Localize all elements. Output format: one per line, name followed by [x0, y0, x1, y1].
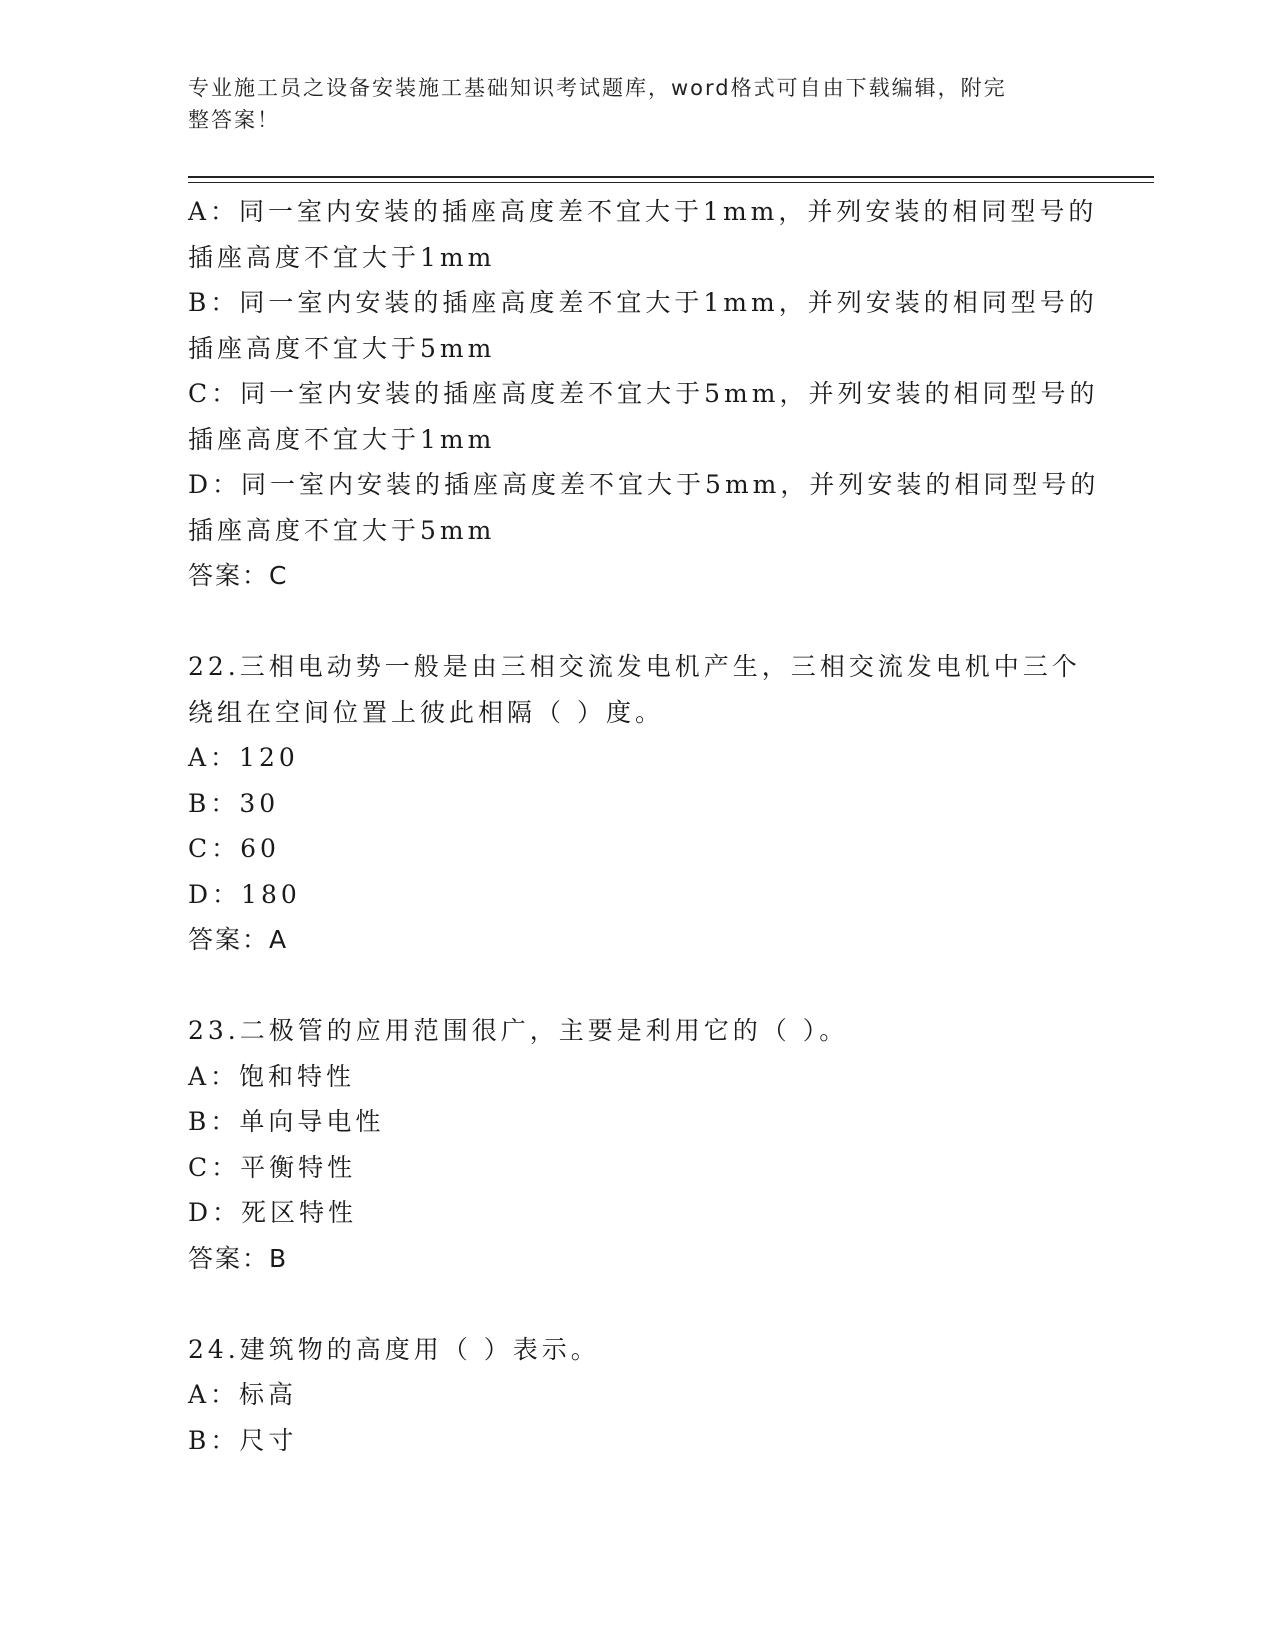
option-b: B：30: [188, 788, 280, 818]
answer-line: 答案：B: [188, 1243, 289, 1273]
header-line: 整答案！: [188, 108, 280, 132]
question-stem: 24.建筑物的高度用（ ）表示。: [188, 1334, 600, 1364]
option-a: A：120: [188, 743, 299, 772]
question-24: [188, 1327, 1088, 1464]
option-b-cont: 插座高度不宜大于5mm: [188, 333, 496, 363]
header-line: 专业施工员之设备安装施工基础知识考试题库，word格式可自由下载编辑，附完: [188, 76, 1007, 100]
header-divider-thin: [188, 182, 1154, 183]
spacer: [188, 1281, 1088, 1327]
option-d: D：死区特性: [188, 1198, 358, 1227]
spacer: [188, 963, 1088, 1009]
option-c: C：60: [188, 834, 280, 863]
option-c: C：平衡特性: [188, 1152, 357, 1182]
question-list: [188, 189, 1100, 1463]
option-a-cont: 插座高度不宜大于1mm: [188, 242, 496, 272]
option-c-cont: 插座高度不宜大于1mm: [188, 424, 496, 454]
option-b: B：尺寸: [188, 1425, 298, 1455]
option-d-cont: 插座高度不宜大于5mm: [188, 515, 496, 545]
option-a: A：饱和特性: [188, 1061, 356, 1091]
option-b: B：同一室内安装的插座高度差不宜大于1mm，并列安装的相同型号的: [188, 288, 1098, 317]
option-a: A：同一室内安装的插座高度差不宜大于1mm，并列安装的相同型号的: [188, 197, 1098, 226]
answer-line: 答案：C: [188, 561, 289, 590]
spacer: [188, 599, 1088, 645]
option-d: D：同一室内安装的插座高度差不宜大于5mm，并列安装的相同型号的: [188, 470, 1100, 499]
document-header: [188, 72, 1068, 136]
option-a: A：标高: [188, 1380, 298, 1409]
question-22: [188, 644, 1088, 963]
option-c: C：同一室内安装的插座高度差不宜大于5mm，并列安装的相同型号的: [188, 379, 1099, 408]
question-stem: 22.三相电动势一般是由三相交流发电机产生，三相交流发电机中三个: [188, 652, 1081, 681]
question-23: [188, 1008, 1088, 1281]
answer-line: 答案：A: [188, 925, 289, 954]
question-21-continued: [188, 189, 1100, 599]
option-b: B：单向导电性: [188, 1107, 385, 1136]
question-stem-cont: 绕组在空间位置上彼此相隔（ ）度。: [188, 697, 664, 727]
option-d: D：180: [188, 879, 301, 909]
question-stem: 23.二极管的应用范围很广，主要是利用它的（ ）。: [188, 1016, 849, 1045]
header-divider-thick: [188, 176, 1154, 178]
